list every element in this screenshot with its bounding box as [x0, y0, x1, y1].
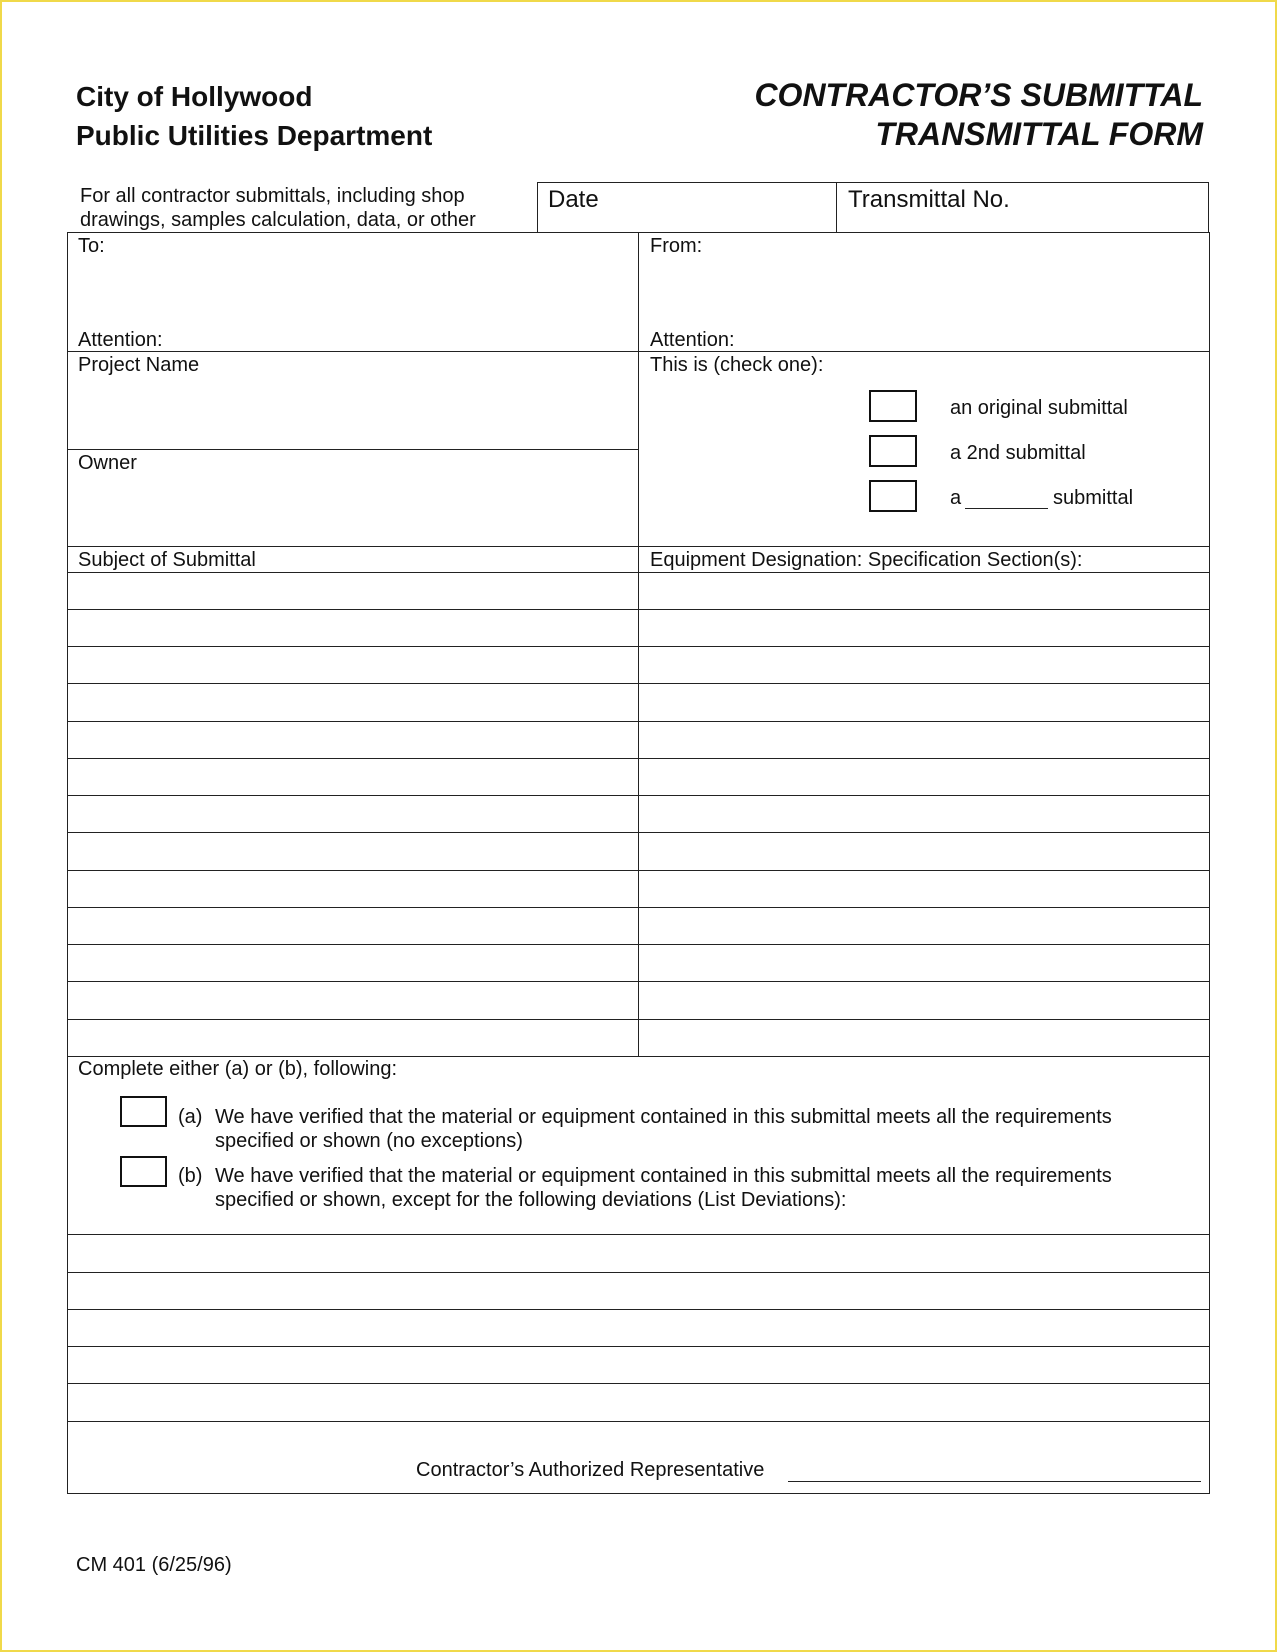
deviation-row[interactable] — [67, 1346, 1210, 1383]
option-a-text-line1: We have verified that the material or equipment contained in this submittal meets all the requirements — [215, 1106, 1112, 1128]
intro-line2: drawings, samples calculation, data, or other — [80, 209, 476, 231]
table-row[interactable] — [67, 758, 1210, 795]
table-row[interactable] — [67, 646, 1210, 683]
attention-right-label[interactable]: Attention: — [650, 329, 735, 351]
option-b-marker: (b) — [178, 1165, 203, 1187]
date-field-label[interactable]: Date — [548, 186, 599, 213]
transmittal-no-label[interactable]: Transmittal No. — [848, 186, 1010, 213]
table-row[interactable] — [67, 721, 1210, 758]
second-submittal-checkbox[interactable] — [869, 435, 917, 467]
table-row[interactable] — [67, 832, 1210, 870]
intro-line1: For all contractor submittals, including shop — [80, 185, 465, 207]
table-row[interactable] — [67, 572, 1210, 609]
form-title-line1: CONTRACTOR’S SUBMITTAL — [754, 77, 1203, 113]
table-row[interactable] — [67, 683, 1210, 721]
project-name-label[interactable]: Project Name — [78, 354, 200, 376]
table-row[interactable] — [67, 944, 1210, 981]
from-field-label[interactable]: From: — [650, 235, 703, 257]
check-one-label: This is (check one): — [650, 354, 824, 376]
deviation-row[interactable] — [67, 1309, 1210, 1346]
org-name: City of Hollywood — [76, 81, 313, 112]
signature-label: Contractor’s Authorized Representative — [416, 1459, 765, 1481]
signature-line[interactable] — [788, 1481, 1201, 1482]
nth-submittal-checkbox[interactable] — [869, 480, 917, 512]
option-b-text-line2: specified or shown, except for the following deviations (List Deviations): — [215, 1189, 847, 1211]
form-code: CM 401 (6/25/96) — [76, 1554, 232, 1576]
department-name: Public Utilities Department — [76, 120, 433, 151]
table-row[interactable] — [67, 1019, 1210, 1056]
form-title-line2: TRANSMITTAL FORM — [875, 116, 1203, 152]
equipment-label: Equipment Designation: Specification Section(s): — [650, 549, 1083, 571]
option-a-checkbox[interactable] — [120, 1096, 167, 1127]
option-a-text-line2: specified or shown (no exceptions) — [215, 1130, 523, 1152]
original-submittal-checkbox[interactable] — [869, 390, 917, 422]
nth-submittal-suffix: submittal — [1053, 487, 1134, 509]
option-a-marker: (a) — [178, 1106, 203, 1128]
table-row[interactable] — [67, 870, 1210, 907]
nth-submittal-blank[interactable] — [965, 508, 1048, 509]
attention-left-label[interactable]: Attention: — [78, 329, 163, 351]
original-submittal-label: an original submittal — [950, 397, 1128, 419]
table-row[interactable] — [67, 609, 1210, 646]
table-row[interactable] — [67, 981, 1210, 1019]
deviation-row[interactable] — [67, 1383, 1210, 1421]
complete-heading: Complete either (a) or (b), following: — [78, 1058, 398, 1080]
subject-label: Subject of Submittal — [78, 549, 256, 571]
table-row[interactable] — [67, 907, 1210, 944]
option-b-text-line1: We have verified that the material or equipment contained in this submittal meets all the requirements — [215, 1165, 1112, 1187]
deviation-row[interactable] — [67, 1234, 1210, 1272]
nth-submittal-prefix: a — [950, 487, 962, 509]
to-field-label[interactable]: To: — [78, 235, 105, 257]
option-b-checkbox[interactable] — [120, 1156, 167, 1187]
second-submittal-label: a 2nd submittal — [950, 442, 1086, 464]
owner-label[interactable]: Owner — [78, 452, 137, 474]
table-row[interactable] — [67, 795, 1210, 832]
deviation-row[interactable] — [67, 1272, 1210, 1309]
